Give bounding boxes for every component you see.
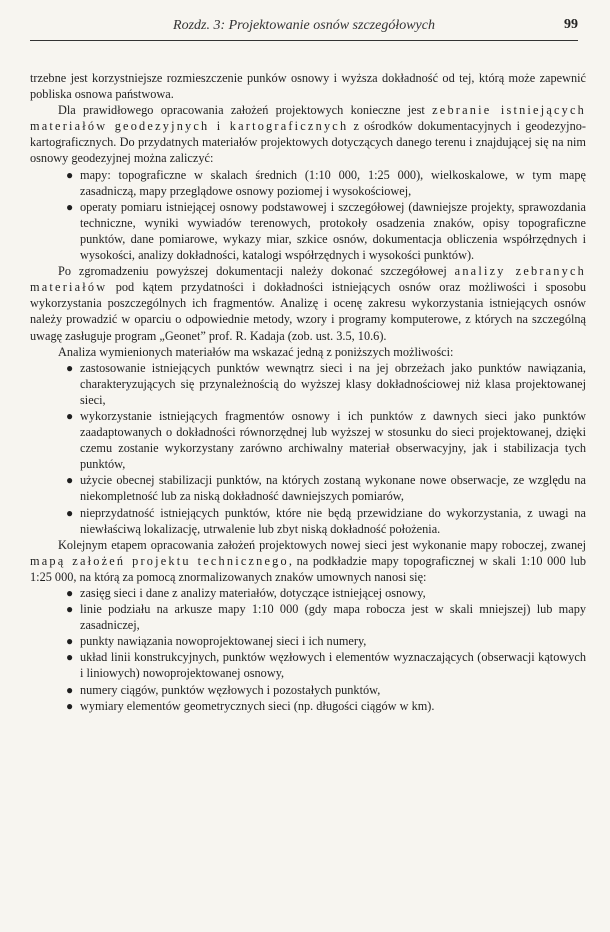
page-number: 99	[564, 17, 578, 32]
bullet-icon: ●	[66, 408, 74, 423]
bullet-icon: ●	[66, 698, 74, 713]
paragraph-text: Po zgromadzeniu powyższej dokumentacji należy dokonać szczegółowej	[58, 264, 447, 279]
bullet-icon: ●	[66, 634, 74, 649]
paragraph-text: z ośrodków dokumentacyjnych i geodezyjno-kartograficznych. Do przydatnych materiałów projektowych dotyczących danego terenu i znajdującej się na nim osnowy geodezyjnej można zaliczyć:	[30, 119, 586, 166]
list-item: ● nieprzydatność istniejących punktów, które nie będą przewidziane do wykorzystania, z uwagi na niewłaściwą lokalizację, utrwalenie lub zbyt niską dokładność położenia.	[66, 505, 586, 536]
bullet-icon: ●	[66, 586, 74, 600]
list-item: ● układ linii konstrukcyjnych, punktów węzłowych i elementów wyznaczających (obserwacji kątowych i liniowych) nowoprojektowanej osnowy,	[66, 650, 586, 681]
bullet-icon: ●	[66, 682, 74, 697]
list-item: ● punkty nawiązania nowoprojektowanej sieci i ich numery,	[66, 634, 367, 649]
paragraph-possibilities: Analiza wymienionych materiałów ma wskazać jedną z poniższych możliwości:	[58, 344, 454, 359]
list-item: ● zastosowanie istniejących punktów wewnątrz sieci i na jej obrzeżach jako punktów nawiązania, charakteryzujących się przynależnością do wyższej klasy dokładnościowej niż klasa projektowanej sieci,	[66, 360, 586, 407]
paragraph-text: , na podkładzie mapy topograficznej w skali 1:10 000 lub 1:25 000, na którą za pomocą znormalizowanych znaków umownych nanosi się:	[30, 553, 586, 584]
paragraph-text: Kolejnym etapem opracowania założeń projektowych nowej sieci jest wykonanie mapy roboczej, zwanej	[58, 537, 586, 552]
map-content-list	[30, 585, 586, 714]
list-item: ● wykorzystanie istniejących fragmentów osnowy i ich punktów z dawnych sieci jako punktów zaadaptowanych o dokładności równorzędnej lub wyższej w stosunku do sieci projektowanej, dzięki czemu zostanie wykorzystany zarówno archiwalny materiał obserwacyjny, jak i stabilizacja tych punktów,	[66, 408, 586, 472]
bullet-icon: ●	[66, 650, 74, 665]
bullet-icon: ●	[66, 602, 74, 617]
list-item: ● zasięg sieci i dane z analizy materiałów, dotyczące istniejącej osnowy,	[66, 586, 426, 600]
page-body	[30, 70, 586, 714]
paragraph-text: Dla prawidłowego opracowania założeń projektowych konieczne jest	[58, 103, 425, 118]
paragraph-analysis	[30, 263, 586, 343]
possibilities-list	[30, 360, 586, 537]
running-header	[30, 14, 578, 41]
bullet-icon: ●	[66, 360, 74, 375]
paragraph-text: pod kątem przydatności i dokładności istniejących osnów oraz możliwości i sposobu wykorzystania poszczególnych ich fragmentów. Analizę i ocenę zakresu wykorzystania istniejących osnów należy prowadzić w oparciu o odpowiednie metody, wzory i programy komputerowe, z których na szczególną uwagę zasługuje program „Geonet” prof. R. Kadaja (zob. ust. 3.5, 10.6).	[30, 280, 586, 343]
bullet-icon: ●	[66, 199, 74, 214]
bullet-icon: ●	[66, 167, 74, 182]
list-item: ● użycie obecnej stabilizacji punktów, na których zostaną wykonane nowe obserwacje, ze względu na niekompletność lub za niską dokładność dawniejszych pomiarów,	[66, 473, 586, 504]
paragraph-continuation: trzebne jest korzystniejsze rozmieszczenie punków osnowy i wyższa dokładność od tej, którą może zapewnić pobliska osnowa państwowa.	[30, 71, 586, 102]
list-item: ● wymiary elementów geometrycznych sieci (np. długości ciągów w km).	[66, 698, 435, 713]
spaced-emphasis: zebranie istniejących materiałów geodezyjnych i kartograficznych	[30, 103, 586, 134]
paragraph-working-map	[30, 537, 586, 585]
list-item: ● numery ciągów, punktów węzłowych i pozostałych punktów,	[66, 682, 381, 697]
spaced-emphasis: mapą założeń projektu technicznego	[30, 553, 289, 568]
materials-list	[30, 167, 586, 264]
chapter-title: Rozdz. 3: Projektowanie osnów szczegółowych	[173, 18, 435, 33]
list-item: ● linie podziału na arkusze mapy 1:10 000 (gdy mapa robocza jest w skali mniejszej) lub mapy zasadniczej,	[66, 602, 586, 633]
list-item: ● mapy: topograficzne w skalach średnich (1:10 000, 1:25 000), wielkoskalowe, w tym mapę zasadniczą, mapy przeglądowe osnowy poziomej i wysokościowej,	[66, 167, 586, 198]
bullet-icon: ●	[66, 473, 74, 488]
list-item: ● operaty pomiaru istniejącej osnowy podstawowej i szczegółowej (dawniejsze projekty, sprawozdania techniczne, wyniki wywiadów terenowych, protokoły osadzenia znaków, opisy topograficzne punktów, dane pomiarowe, wykazy miar, szkice osnów, dokumentacja obliczenia współrzędnych i wysokości, analizy dokładności, katalogi współrzędnych i wysokości punktów).	[66, 199, 586, 263]
paragraph-materials	[30, 102, 586, 166]
bullet-icon: ●	[66, 505, 74, 520]
spaced-emphasis: analizy zebranych materiałów	[30, 264, 586, 295]
